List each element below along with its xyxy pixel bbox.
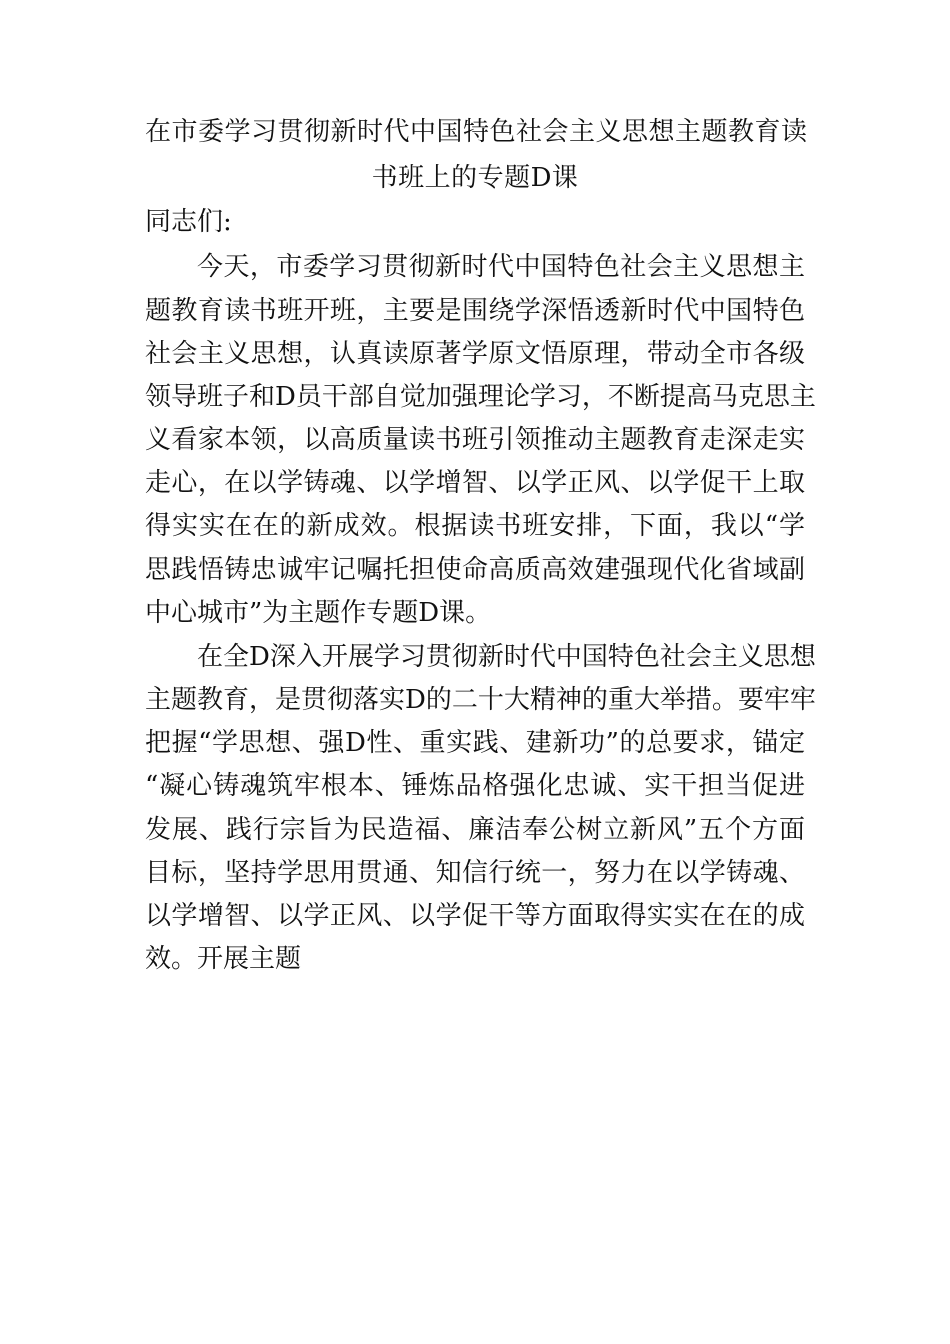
paragraph-line: 思践悟铸忠诚牢记嘱托担使命高质高效建强现代化省域副 — [145, 555, 805, 585]
paragraph-line: 效。开展主题 — [145, 944, 302, 974]
paragraph-line: 题教育读书班开班，主要是围绕学深悟透新时代中国特色 — [145, 296, 805, 326]
paragraph-line: 今天，市委学习贯彻新时代中国特色社会主义思想主 — [197, 252, 805, 282]
paragraph-line: 在全D深入开展学习贯彻新时代中国特色社会主义思想 — [197, 642, 816, 672]
paragraph-line: 领导班子和D员干部自觉加强理论学习，不断提高马克思主 — [145, 382, 816, 412]
paragraph-line: 得实实在在的新成效。根据读书班安排，下面，我以“学 — [145, 511, 805, 541]
document-title-line-1: 在市委学习贯彻新时代中国特色社会主义思想主题教育读 — [145, 117, 808, 147]
paragraph-line: 中心城市”为主题作专题D课。 — [145, 598, 492, 628]
document-title-line-2: 书班上的专题D课 — [371, 163, 579, 193]
paragraph-line: 把握“学思想、强D性、重实践、建新功”的总要求，锚定 — [145, 728, 805, 758]
salutation: 同志们: — [145, 207, 232, 237]
paragraph-line: 走心，在以学铸魂、以学增智、以学正风、以学促干上取 — [145, 468, 805, 498]
paragraph-line: 主题教育，是贯彻落实D的二十大精神的重大举措。要牢牢 — [145, 685, 816, 715]
paragraph-line: 目标，坚持学思用贯通、知信行统一，努力在以学铸魂、 — [145, 858, 805, 888]
paragraph-line: 义看家本领，以高质量读书班引领推动主题教育走深走实 — [145, 425, 805, 455]
paragraph-line: 社会主义思想，认真读原著学原文悟原理，带动全市各级 — [145, 339, 805, 369]
paragraph-line: “凝心铸魂筑牢根本、锤炼品格强化忠诚、实干担当促进 — [145, 771, 805, 801]
paragraph-line: 以学增智、以学正风、以学促干等方面取得实实在在的成 — [145, 901, 805, 931]
paragraph-line: 发展、践行宗旨为民造福、廉洁奉公树立新风”五个方面 — [145, 815, 805, 845]
